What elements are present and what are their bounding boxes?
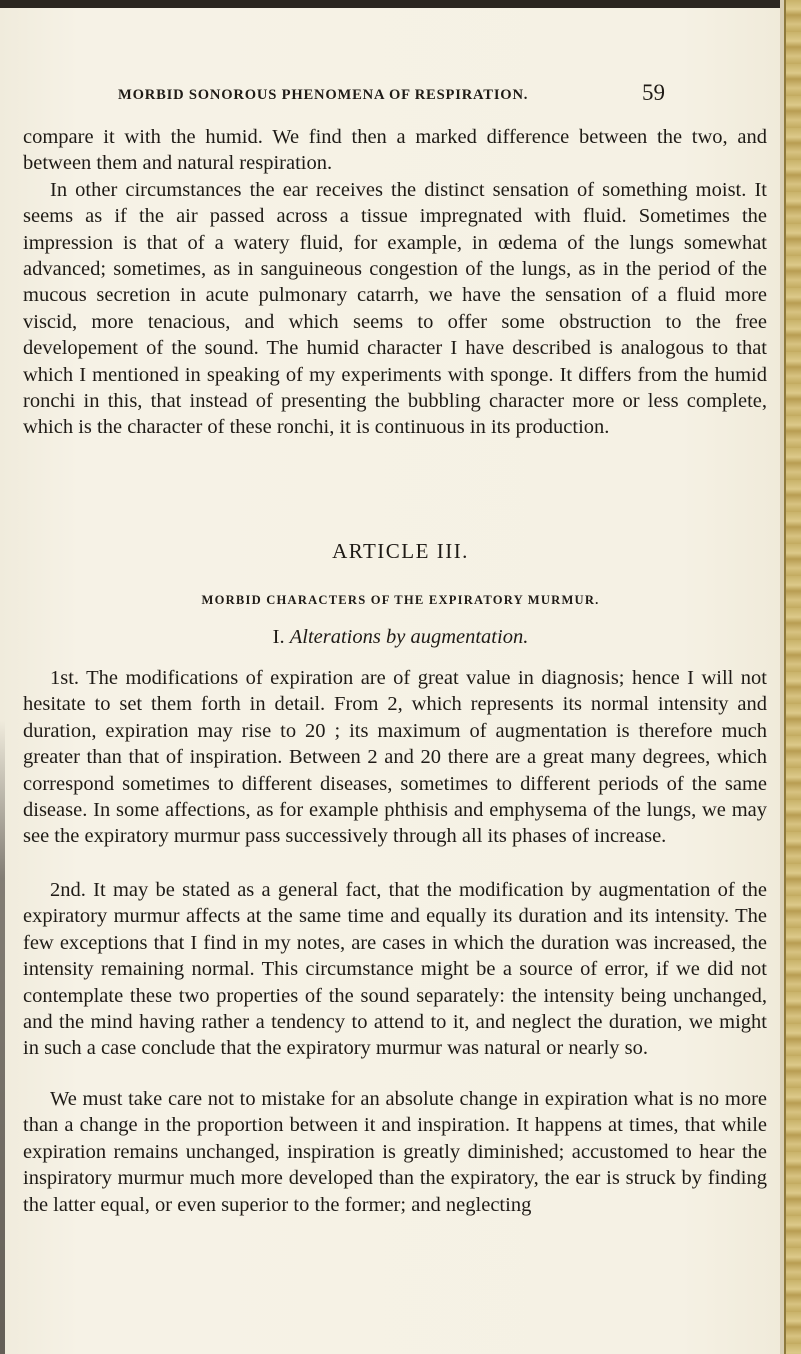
article-subtitle: MORBID CHARACTERS OF THE EXPIRATORY MURMUR. xyxy=(201,593,600,607)
paragraph-third: We must take care not to mistake for an absolute change in expiration what is no more than a change in the proportion between it and inspiration. It happens at times, that while expiration remains unchanged, inspiration is greatly diminished; accustomed to hear the inspiratory murmur much more developed than the expiratory, the ear is struck by finding the latter equal, or even superior to the former; and neglecting xyxy=(23,1088,767,1216)
text-block-1 xyxy=(23,124,767,441)
paragraph-humid-sensation: In other circumstances the ear receives the distinct sensation of something moist. It seems as if the air passed across a tissue impregnated with fluid. Sometimes the impression is that of a watery fluid, for example, in œdema of the lungs somewhat advanced; sometimes, as in sanguineous congestion of the lungs, as in the period of the mucous secretion in acute pulmonary catarrh, we have the sensation of a fluid more viscid, more tenacious, and which seems to offer some obstruction to the free developement of the sound. The humid character I have described is analogous to that which I mentioned in speaking of my experiments with sponge. It differs from the humid ronchi in this, that instead of presenting the bubbling character more or less complete, which is the character of these ronchi, it is continuous in its production. xyxy=(23,178,767,439)
top-edge-shadow xyxy=(0,0,801,8)
section-heading xyxy=(0,626,801,649)
page-header xyxy=(118,80,678,111)
paragraph-continued: compare it with the humid. We find then a marked difference between the two, and between them and natural respiration. xyxy=(23,126,767,175)
gutter-shadow xyxy=(0,720,5,1354)
paragraph-first: 1st. The modifications of expiration are of great value in diagnosis; hence I will not hesitate to set them forth in detail. From 2, which represents its normal intensity and duration, expiration may rise to 20 ; its maximum of augmentation is therefore much greater than that of inspiration. Between 2 and 20 there are a great many degrees, which correspond sometimes to different diseases, sometimes to different periods of the same disease. In some affections, as for example phthisis and emphysema of the lungs, we may see the expiratory murmur pass successively through all its phases of increase. xyxy=(23,667,767,848)
text-block-3 xyxy=(23,877,767,1062)
text-block-2 xyxy=(23,665,767,850)
page-number: 59 xyxy=(642,80,665,105)
running-head: MORBID SONOROUS PHENOMENA OF RESPIRATION. xyxy=(118,87,529,103)
text-block-4 xyxy=(23,1086,767,1218)
article-title: ARTICLE III. xyxy=(332,539,469,563)
section-number: I. xyxy=(272,626,285,648)
gilt-edge xyxy=(784,0,801,1354)
section-title: Alterations by augmentation. xyxy=(289,626,529,648)
paragraph-second: 2nd. It may be stated as a general fact, that the modification by augmentation of the expiratory murmur affects at the same time and equally its duration and its intensity. The few exceptions that I find in my notes, are cases in which the duration was increased, the intensity remaining normal. This circumstance might be a source of error, if we did not contemplate these two properties of the sound separately: the intensity being unchanged, and the mind having rather a tendency to attend to it, and neglect the duration, we might in such a case conclude that the expiratory murmur was natural or nearly so. xyxy=(23,879,767,1060)
